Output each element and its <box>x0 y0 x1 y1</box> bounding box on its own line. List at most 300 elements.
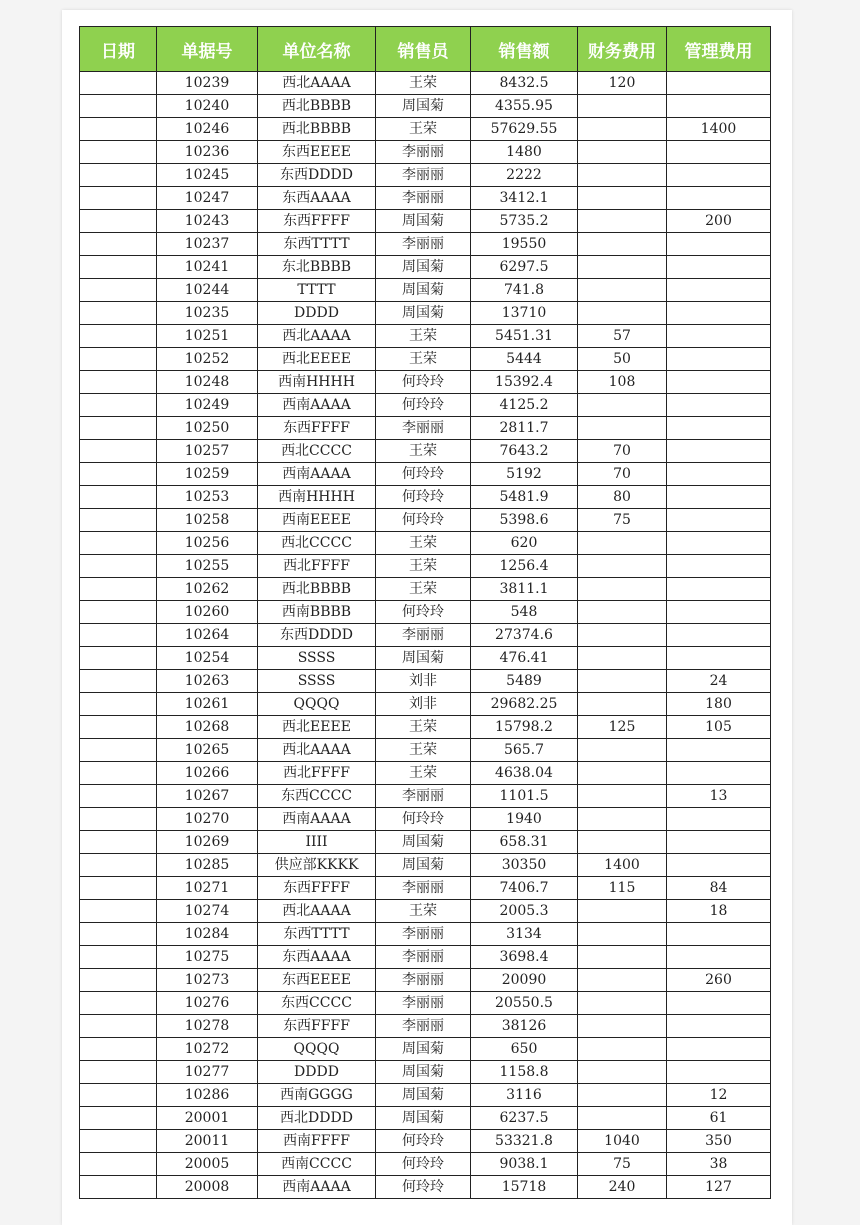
date-cell[interactable] <box>80 118 157 141</box>
sales-amount-cell[interactable]: 4355.95 <box>471 95 578 118</box>
finance-cost-cell[interactable]: 115 <box>578 877 667 900</box>
finance-cost-cell[interactable] <box>578 1107 667 1130</box>
sales-amount-cell[interactable]: 650 <box>471 1038 578 1061</box>
finance-cost-cell[interactable] <box>578 1038 667 1061</box>
date-cell[interactable] <box>80 486 157 509</box>
sales-amount-cell[interactable]: 2811.7 <box>471 417 578 440</box>
sales-amount-cell[interactable]: 658.31 <box>471 831 578 854</box>
management-cost-cell[interactable] <box>667 555 771 578</box>
salesperson-cell[interactable]: 王荣 <box>376 118 471 141</box>
management-cost-cell[interactable] <box>667 233 771 256</box>
date-cell[interactable] <box>80 923 157 946</box>
management-cost-cell[interactable] <box>667 164 771 187</box>
date-cell[interactable] <box>80 693 157 716</box>
management-cost-cell[interactable] <box>667 325 771 348</box>
company-name-cell[interactable]: 西北AAAA <box>258 72 376 95</box>
doc-number-cell[interactable]: 10258 <box>157 509 258 532</box>
finance-cost-cell[interactable] <box>578 578 667 601</box>
company-name-cell[interactable]: 西南AAAA <box>258 463 376 486</box>
finance-cost-cell[interactable] <box>578 1061 667 1084</box>
date-cell[interactable] <box>80 785 157 808</box>
salesperson-cell[interactable]: 王荣 <box>376 739 471 762</box>
management-cost-cell[interactable] <box>667 624 771 647</box>
doc-number-cell[interactable]: 10264 <box>157 624 258 647</box>
company-name-cell[interactable]: 西北BBBB <box>258 578 376 601</box>
finance-cost-cell[interactable]: 1040 <box>578 1130 667 1153</box>
date-cell[interactable] <box>80 394 157 417</box>
salesperson-cell[interactable]: 何玲玲 <box>376 486 471 509</box>
finance-cost-cell[interactable]: 70 <box>578 440 667 463</box>
finance-cost-cell[interactable] <box>578 164 667 187</box>
doc-number-cell[interactable]: 10241 <box>157 256 258 279</box>
management-cost-header[interactable]: 管理费用 <box>667 27 771 72</box>
management-cost-cell[interactable] <box>667 95 771 118</box>
date-cell[interactable] <box>80 532 157 555</box>
sales-amount-cell[interactable]: 1940 <box>471 808 578 831</box>
finance-cost-cell[interactable] <box>578 141 667 164</box>
doc-number-cell[interactable]: 10284 <box>157 923 258 946</box>
management-cost-cell[interactable] <box>667 302 771 325</box>
company-name-cell[interactable]: QQQQ <box>258 693 376 716</box>
salesperson-cell[interactable]: 王荣 <box>376 578 471 601</box>
salesperson-cell[interactable]: 李丽丽 <box>376 233 471 256</box>
salesperson-cell[interactable]: 何玲玲 <box>376 1176 471 1199</box>
sales-amount-cell[interactable]: 13710 <box>471 302 578 325</box>
management-cost-cell[interactable] <box>667 831 771 854</box>
finance-cost-cell[interactable]: 125 <box>578 716 667 739</box>
management-cost-cell[interactable]: 260 <box>667 969 771 992</box>
sales-amount-cell[interactable]: 4638.04 <box>471 762 578 785</box>
company-name-cell[interactable]: 东西FFFF <box>258 417 376 440</box>
management-cost-cell[interactable] <box>667 348 771 371</box>
date-cell[interactable] <box>80 302 157 325</box>
date-cell[interactable] <box>80 210 157 233</box>
doc-number-cell[interactable]: 10276 <box>157 992 258 1015</box>
date-cell[interactable] <box>80 1153 157 1176</box>
date-cell[interactable] <box>80 739 157 762</box>
finance-cost-cell[interactable] <box>578 808 667 831</box>
management-cost-cell[interactable] <box>667 578 771 601</box>
date-cell[interactable] <box>80 647 157 670</box>
doc-number-cell[interactable]: 10254 <box>157 647 258 670</box>
management-cost-cell[interactable] <box>667 256 771 279</box>
finance-cost-cell[interactable] <box>578 417 667 440</box>
finance-cost-cell[interactable]: 1400 <box>578 854 667 877</box>
sales-amount-cell[interactable]: 476.41 <box>471 647 578 670</box>
management-cost-cell[interactable] <box>667 1015 771 1038</box>
finance-cost-cell[interactable] <box>578 946 667 969</box>
company-name-cell[interactable]: TTTT <box>258 279 376 302</box>
company-name-cell[interactable]: 东西EEEE <box>258 141 376 164</box>
salesperson-cell[interactable]: 周国菊 <box>376 647 471 670</box>
management-cost-cell[interactable] <box>667 440 771 463</box>
sales-amount-cell[interactable]: 6237.5 <box>471 1107 578 1130</box>
company-name-cell[interactable]: 东西DDDD <box>258 624 376 647</box>
sales-amount-cell[interactable]: 8432.5 <box>471 72 578 95</box>
sales-amount-header[interactable]: 销售额 <box>471 27 578 72</box>
doc-number-cell[interactable]: 10262 <box>157 578 258 601</box>
sales-amount-cell[interactable]: 5398.6 <box>471 509 578 532</box>
date-cell[interactable] <box>80 969 157 992</box>
date-cell[interactable] <box>80 601 157 624</box>
date-cell[interactable] <box>80 279 157 302</box>
date-cell[interactable] <box>80 1130 157 1153</box>
company-name-cell[interactable]: SSSS <box>258 647 376 670</box>
salesperson-cell[interactable]: 李丽丽 <box>376 164 471 187</box>
management-cost-cell[interactable]: 61 <box>667 1107 771 1130</box>
doc-number-cell[interactable]: 10255 <box>157 555 258 578</box>
company-name-cell[interactable]: SSSS <box>258 670 376 693</box>
company-name-cell[interactable]: 西北AAAA <box>258 325 376 348</box>
salesperson-cell[interactable]: 李丽丽 <box>376 1015 471 1038</box>
doc-number-cell[interactable]: 10256 <box>157 532 258 555</box>
salesperson-cell[interactable]: 周国菊 <box>376 95 471 118</box>
doc-number-cell[interactable]: 20008 <box>157 1176 258 1199</box>
sales-amount-cell[interactable]: 5489 <box>471 670 578 693</box>
salesperson-cell[interactable]: 周国菊 <box>376 279 471 302</box>
sales-amount-cell[interactable]: 5735.2 <box>471 210 578 233</box>
sales-amount-cell[interactable]: 20550.5 <box>471 992 578 1015</box>
salesperson-cell[interactable]: 何玲玲 <box>376 463 471 486</box>
management-cost-cell[interactable]: 350 <box>667 1130 771 1153</box>
sales-amount-cell[interactable]: 5481.9 <box>471 486 578 509</box>
management-cost-cell[interactable] <box>667 486 771 509</box>
management-cost-cell[interactable] <box>667 739 771 762</box>
finance-cost-cell[interactable] <box>578 992 667 1015</box>
finance-cost-cell[interactable]: 75 <box>578 1153 667 1176</box>
finance-cost-cell[interactable] <box>578 302 667 325</box>
doc-number-cell[interactable]: 10278 <box>157 1015 258 1038</box>
company-name-cell[interactable]: 西北AAAA <box>258 739 376 762</box>
salesperson-cell[interactable]: 周国菊 <box>376 1107 471 1130</box>
doc-number-cell[interactable]: 10275 <box>157 946 258 969</box>
doc-number-cell[interactable]: 10253 <box>157 486 258 509</box>
doc-number-cell[interactable]: 10270 <box>157 808 258 831</box>
company-name-cell[interactable]: IIII <box>258 831 376 854</box>
company-name-cell[interactable]: 西北BBBB <box>258 118 376 141</box>
company-name-cell[interactable]: 东西AAAA <box>258 946 376 969</box>
doc-number-cell[interactable]: 10247 <box>157 187 258 210</box>
finance-cost-cell[interactable] <box>578 233 667 256</box>
doc-number-cell[interactable]: 10244 <box>157 279 258 302</box>
finance-cost-cell[interactable] <box>578 394 667 417</box>
sales-amount-cell[interactable]: 5192 <box>471 463 578 486</box>
salesperson-cell[interactable]: 李丽丽 <box>376 946 471 969</box>
doc-number-cell[interactable]: 10272 <box>157 1038 258 1061</box>
company-name-cell[interactable]: 西南HHHH <box>258 486 376 509</box>
date-cell[interactable] <box>80 348 157 371</box>
date-cell[interactable] <box>80 624 157 647</box>
salesperson-cell[interactable]: 李丽丽 <box>376 187 471 210</box>
company-name-cell[interactable]: 西南AAAA <box>258 808 376 831</box>
date-cell[interactable] <box>80 854 157 877</box>
doc-number-cell[interactable]: 20011 <box>157 1130 258 1153</box>
sales-amount-cell[interactable]: 15392.4 <box>471 371 578 394</box>
salesperson-cell[interactable]: 王荣 <box>376 900 471 923</box>
sales-amount-cell[interactable]: 27374.6 <box>471 624 578 647</box>
company-name-cell[interactable]: 东西CCCC <box>258 785 376 808</box>
management-cost-cell[interactable] <box>667 854 771 877</box>
sales-amount-cell[interactable]: 15798.2 <box>471 716 578 739</box>
management-cost-cell[interactable] <box>667 463 771 486</box>
sales-amount-cell[interactable]: 9038.1 <box>471 1153 578 1176</box>
finance-cost-cell[interactable] <box>578 532 667 555</box>
doc-number-cell[interactable]: 10240 <box>157 95 258 118</box>
doc-number-cell[interactable]: 10239 <box>157 72 258 95</box>
management-cost-cell[interactable] <box>667 808 771 831</box>
management-cost-cell[interactable]: 1400 <box>667 118 771 141</box>
date-cell[interactable] <box>80 509 157 532</box>
finance-cost-header[interactable]: 财务费用 <box>578 27 667 72</box>
salesperson-header[interactable]: 销售员 <box>376 27 471 72</box>
company-name-cell[interactable]: DDDD <box>258 302 376 325</box>
finance-cost-cell[interactable] <box>578 601 667 624</box>
doc-number-cell[interactable]: 10285 <box>157 854 258 877</box>
salesperson-cell[interactable]: 王荣 <box>376 440 471 463</box>
doc-number-cell[interactable]: 10248 <box>157 371 258 394</box>
doc-number-cell[interactable]: 10263 <box>157 670 258 693</box>
doc-number-cell[interactable]: 10286 <box>157 1084 258 1107</box>
sales-amount-cell[interactable]: 741.8 <box>471 279 578 302</box>
date-cell[interactable] <box>80 440 157 463</box>
date-cell[interactable] <box>80 1107 157 1130</box>
date-cell[interactable] <box>80 141 157 164</box>
finance-cost-cell[interactable] <box>578 624 667 647</box>
company-name-cell[interactable]: 西北FFFF <box>258 555 376 578</box>
management-cost-cell[interactable] <box>667 279 771 302</box>
salesperson-cell[interactable]: 何玲玲 <box>376 371 471 394</box>
doc-number-cell[interactable]: 10243 <box>157 210 258 233</box>
management-cost-cell[interactable] <box>667 417 771 440</box>
company-name-cell[interactable]: 西南FFFF <box>258 1130 376 1153</box>
company-name-cell[interactable]: 东西FFFF <box>258 1015 376 1038</box>
salesperson-cell[interactable]: 周国菊 <box>376 1084 471 1107</box>
company-name-cell[interactable]: 西北CCCC <box>258 532 376 555</box>
date-cell[interactable] <box>80 762 157 785</box>
finance-cost-cell[interactable] <box>578 279 667 302</box>
finance-cost-cell[interactable] <box>578 693 667 716</box>
finance-cost-cell[interactable] <box>578 1084 667 1107</box>
finance-cost-cell[interactable] <box>578 210 667 233</box>
salesperson-cell[interactable]: 何玲玲 <box>376 601 471 624</box>
company-name-cell[interactable]: 东西FFFF <box>258 210 376 233</box>
management-cost-cell[interactable] <box>667 371 771 394</box>
date-cell[interactable] <box>80 417 157 440</box>
company-name-cell[interactable]: 西南AAAA <box>258 394 376 417</box>
finance-cost-cell[interactable] <box>578 831 667 854</box>
management-cost-cell[interactable] <box>667 509 771 532</box>
management-cost-cell[interactable]: 180 <box>667 693 771 716</box>
finance-cost-cell[interactable]: 57 <box>578 325 667 348</box>
management-cost-cell[interactable] <box>667 992 771 1015</box>
management-cost-cell[interactable] <box>667 1038 771 1061</box>
salesperson-cell[interactable]: 李丽丽 <box>376 923 471 946</box>
sales-amount-cell[interactable]: 29682.25 <box>471 693 578 716</box>
date-cell[interactable] <box>80 1061 157 1084</box>
doc-number-cell[interactable]: 10236 <box>157 141 258 164</box>
management-cost-cell[interactable]: 38 <box>667 1153 771 1176</box>
sales-amount-cell[interactable]: 548 <box>471 601 578 624</box>
salesperson-cell[interactable]: 何玲玲 <box>376 509 471 532</box>
sales-amount-cell[interactable]: 2222 <box>471 164 578 187</box>
doc-number-cell[interactable]: 10274 <box>157 900 258 923</box>
date-cell[interactable] <box>80 670 157 693</box>
doc-number-cell[interactable]: 20001 <box>157 1107 258 1130</box>
date-cell[interactable] <box>80 371 157 394</box>
date-cell[interactable] <box>80 325 157 348</box>
finance-cost-cell[interactable]: 108 <box>578 371 667 394</box>
doc-number-cell[interactable]: 10237 <box>157 233 258 256</box>
doc-number-cell[interactable]: 10268 <box>157 716 258 739</box>
sales-amount-cell[interactable]: 4125.2 <box>471 394 578 417</box>
company-name-cell[interactable]: 西南HHHH <box>258 371 376 394</box>
salesperson-cell[interactable]: 何玲玲 <box>376 1153 471 1176</box>
sales-amount-cell[interactable]: 620 <box>471 532 578 555</box>
salesperson-cell[interactable]: 王荣 <box>376 348 471 371</box>
sales-amount-cell[interactable]: 6297.5 <box>471 256 578 279</box>
finance-cost-cell[interactable]: 240 <box>578 1176 667 1199</box>
doc-number-cell[interactable]: 10250 <box>157 417 258 440</box>
date-cell[interactable] <box>80 72 157 95</box>
finance-cost-cell[interactable] <box>578 739 667 762</box>
doc-number-cell[interactable]: 10251 <box>157 325 258 348</box>
doc-number-cell[interactable]: 10267 <box>157 785 258 808</box>
date-cell[interactable] <box>80 808 157 831</box>
sales-amount-cell[interactable]: 3116 <box>471 1084 578 1107</box>
salesperson-cell[interactable]: 李丽丽 <box>376 969 471 992</box>
salesperson-cell[interactable]: 周国菊 <box>376 256 471 279</box>
finance-cost-cell[interactable]: 75 <box>578 509 667 532</box>
company-name-cell[interactable]: 西南GGGG <box>258 1084 376 1107</box>
company-name-cell[interactable]: 西北EEEE <box>258 716 376 739</box>
management-cost-cell[interactable] <box>667 394 771 417</box>
salesperson-cell[interactable]: 王荣 <box>376 555 471 578</box>
management-cost-cell[interactable] <box>667 946 771 969</box>
doc-number-cell[interactable]: 10235 <box>157 302 258 325</box>
doc-number-cell[interactable]: 10269 <box>157 831 258 854</box>
sales-amount-cell[interactable]: 30350 <box>471 854 578 877</box>
salesperson-cell[interactable]: 周国菊 <box>376 1061 471 1084</box>
finance-cost-cell[interactable] <box>578 1015 667 1038</box>
date-cell[interactable] <box>80 555 157 578</box>
date-cell[interactable] <box>80 900 157 923</box>
salesperson-cell[interactable]: 刘非 <box>376 670 471 693</box>
finance-cost-cell[interactable] <box>578 785 667 808</box>
sales-amount-cell[interactable]: 7643.2 <box>471 440 578 463</box>
company-name-cell[interactable]: 西南EEEE <box>258 509 376 532</box>
doc-number-cell[interactable]: 10271 <box>157 877 258 900</box>
salesperson-cell[interactable]: 李丽丽 <box>376 141 471 164</box>
company-name-cell[interactable]: 东西TTTT <box>258 233 376 256</box>
company-name-cell[interactable]: 西南BBBB <box>258 601 376 624</box>
management-cost-cell[interactable]: 200 <box>667 210 771 233</box>
sales-amount-cell[interactable]: 2005.3 <box>471 900 578 923</box>
finance-cost-cell[interactable] <box>578 923 667 946</box>
salesperson-cell[interactable]: 李丽丽 <box>376 417 471 440</box>
company-name-cell[interactable]: DDDD <box>258 1061 376 1084</box>
salesperson-cell[interactable]: 周国菊 <box>376 302 471 325</box>
management-cost-cell[interactable]: 12 <box>667 1084 771 1107</box>
date-cell[interactable] <box>80 187 157 210</box>
management-cost-cell[interactable]: 13 <box>667 785 771 808</box>
finance-cost-cell[interactable] <box>578 118 667 141</box>
management-cost-cell[interactable] <box>667 647 771 670</box>
management-cost-cell[interactable] <box>667 923 771 946</box>
doc-number-cell[interactable]: 10265 <box>157 739 258 762</box>
company-name-cell[interactable]: 东西EEEE <box>258 969 376 992</box>
sales-amount-cell[interactable]: 565.7 <box>471 739 578 762</box>
sales-amount-cell[interactable]: 53321.8 <box>471 1130 578 1153</box>
sales-amount-cell[interactable]: 1158.8 <box>471 1061 578 1084</box>
company-name-cell[interactable]: 东西FFFF <box>258 877 376 900</box>
management-cost-cell[interactable]: 127 <box>667 1176 771 1199</box>
date-cell[interactable] <box>80 463 157 486</box>
date-cell[interactable] <box>80 233 157 256</box>
date-cell[interactable] <box>80 831 157 854</box>
sales-amount-cell[interactable]: 57629.55 <box>471 118 578 141</box>
management-cost-cell[interactable] <box>667 1061 771 1084</box>
doc-number-header[interactable]: 单据号 <box>157 27 258 72</box>
sales-amount-cell[interactable]: 20090 <box>471 969 578 992</box>
management-cost-cell[interactable] <box>667 532 771 555</box>
salesperson-cell[interactable]: 周国菊 <box>376 831 471 854</box>
sales-amount-cell[interactable]: 1101.5 <box>471 785 578 808</box>
salesperson-cell[interactable]: 李丽丽 <box>376 877 471 900</box>
company-name-cell[interactable]: 西北AAAA <box>258 900 376 923</box>
sales-amount-cell[interactable]: 7406.7 <box>471 877 578 900</box>
doc-number-cell[interactable]: 10246 <box>157 118 258 141</box>
management-cost-cell[interactable]: 18 <box>667 900 771 923</box>
finance-cost-cell[interactable] <box>578 95 667 118</box>
salesperson-cell[interactable]: 何玲玲 <box>376 394 471 417</box>
salesperson-cell[interactable]: 王荣 <box>376 716 471 739</box>
date-cell[interactable] <box>80 716 157 739</box>
date-cell[interactable] <box>80 992 157 1015</box>
doc-number-cell[interactable]: 10252 <box>157 348 258 371</box>
company-name-cell[interactable]: 东西TTTT <box>258 923 376 946</box>
company-name-cell[interactable]: 西北CCCC <box>258 440 376 463</box>
doc-number-cell[interactable]: 20005 <box>157 1153 258 1176</box>
salesperson-cell[interactable]: 刘非 <box>376 693 471 716</box>
finance-cost-cell[interactable] <box>578 256 667 279</box>
salesperson-cell[interactable]: 王荣 <box>376 532 471 555</box>
company-name-cell[interactable]: 供应部KKKK <box>258 854 376 877</box>
salesperson-cell[interactable]: 李丽丽 <box>376 785 471 808</box>
sales-amount-cell[interactable]: 3412.1 <box>471 187 578 210</box>
company-name-cell[interactable]: 东西CCCC <box>258 992 376 1015</box>
management-cost-cell[interactable] <box>667 601 771 624</box>
finance-cost-cell[interactable] <box>578 647 667 670</box>
management-cost-cell[interactable] <box>667 141 771 164</box>
doc-number-cell[interactable]: 10257 <box>157 440 258 463</box>
sales-amount-cell[interactable]: 1256.4 <box>471 555 578 578</box>
doc-number-cell[interactable]: 10277 <box>157 1061 258 1084</box>
sales-amount-cell[interactable]: 15718 <box>471 1176 578 1199</box>
management-cost-cell[interactable]: 84 <box>667 877 771 900</box>
salesperson-cell[interactable]: 王荣 <box>376 72 471 95</box>
date-cell[interactable] <box>80 1038 157 1061</box>
company-name-cell[interactable]: 西北DDDD <box>258 1107 376 1130</box>
doc-number-cell[interactable]: 10245 <box>157 164 258 187</box>
company-name-cell[interactable]: QQQQ <box>258 1038 376 1061</box>
date-cell[interactable] <box>80 946 157 969</box>
date-cell[interactable] <box>80 256 157 279</box>
doc-number-cell[interactable]: 10273 <box>157 969 258 992</box>
sales-amount-cell[interactable]: 3698.4 <box>471 946 578 969</box>
company-name-cell[interactable]: 西北FFFF <box>258 762 376 785</box>
salesperson-cell[interactable]: 周国菊 <box>376 854 471 877</box>
doc-number-cell[interactable]: 10249 <box>157 394 258 417</box>
